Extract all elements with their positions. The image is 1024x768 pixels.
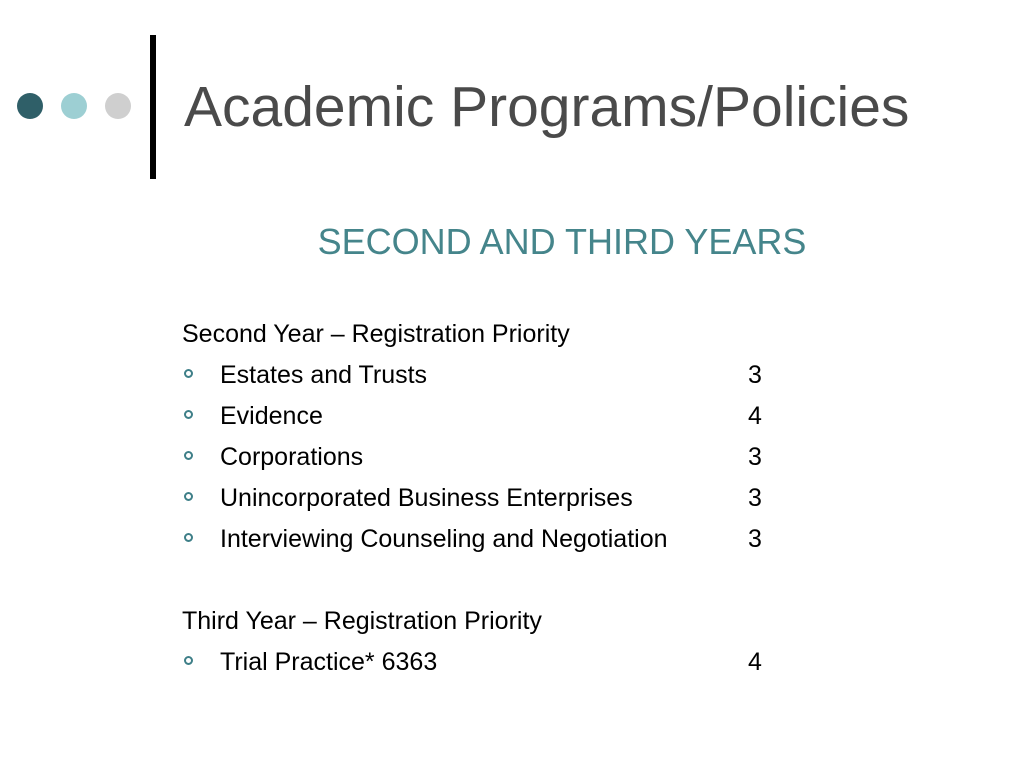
- course-row: [182, 396, 802, 437]
- course-credits: 4: [748, 648, 762, 676]
- course-name: Trial Practice* 6363: [220, 648, 438, 676]
- course-row: [182, 642, 802, 683]
- course-name: Corporations: [220, 443, 364, 471]
- decorative-dots: [17, 93, 132, 121]
- course-credits: 3: [748, 525, 762, 553]
- course-credits: 4: [748, 402, 762, 430]
- bullet-icon: [184, 533, 193, 542]
- course-name: Interviewing Counseling and Negotiation: [220, 525, 668, 553]
- bullet-icon: [184, 410, 193, 419]
- bullet-icon: [184, 451, 193, 460]
- bullet-icon: [184, 369, 193, 378]
- second-year-heading: Second Year – Registration Priority: [182, 320, 570, 348]
- slide-title: Academic Programs/Policies: [184, 75, 910, 139]
- bullet-icon: [184, 492, 193, 501]
- course-credits: 3: [748, 361, 762, 389]
- course-credits: 3: [748, 484, 762, 512]
- slide-subtitle: SECOND AND THIRD YEARS: [317, 221, 807, 262]
- course-name: Unincorporated Business Enterprises: [220, 484, 633, 512]
- spacer: [182, 560, 802, 601]
- course-credits: 3: [748, 443, 762, 471]
- course-row: [182, 519, 802, 560]
- course-name: Estates and Trusts: [220, 361, 428, 389]
- course-row: [182, 437, 802, 478]
- dot-gray-icon: [105, 93, 131, 119]
- course-name: Evidence: [220, 402, 323, 430]
- course-row: [182, 355, 802, 396]
- third-year-heading: Third Year – Registration Priority: [182, 607, 542, 635]
- title-divider: [150, 35, 156, 179]
- bullet-icon: [184, 656, 193, 665]
- dot-dark-icon: [17, 93, 43, 119]
- dot-teal-icon: [61, 93, 87, 119]
- course-row: [182, 478, 802, 519]
- slide-body: [182, 314, 802, 683]
